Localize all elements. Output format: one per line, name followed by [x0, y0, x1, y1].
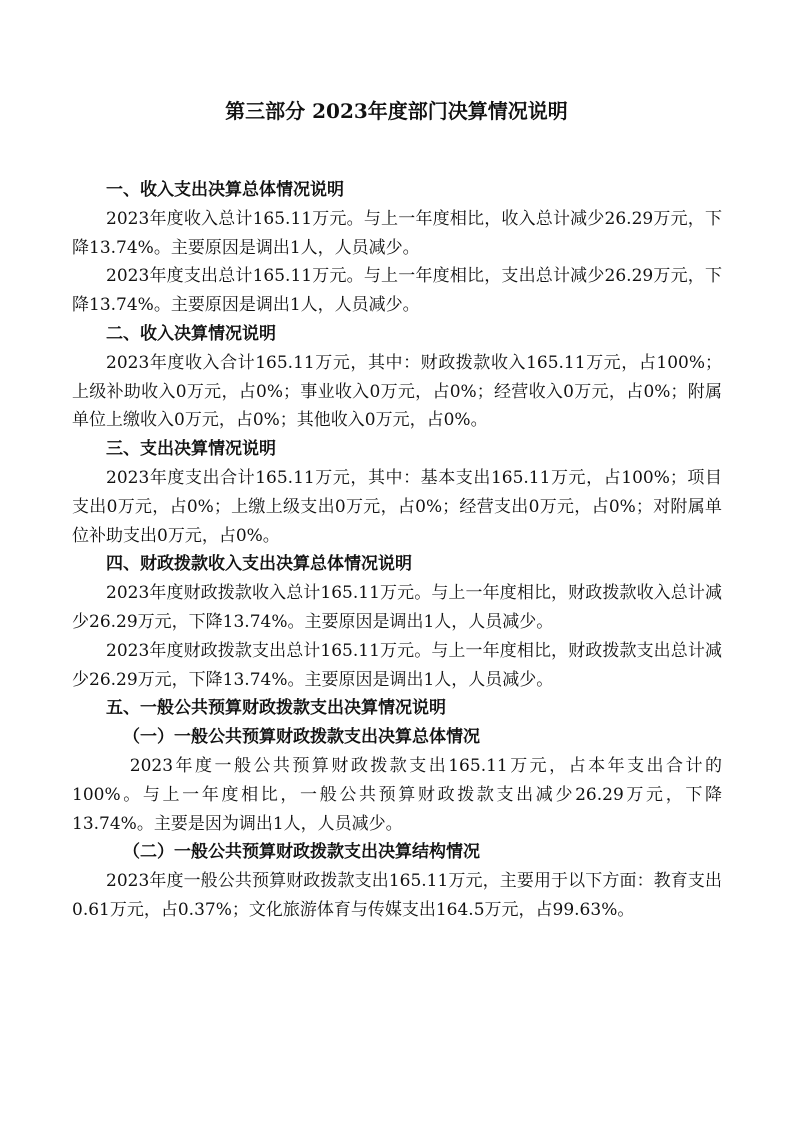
section-1-heading: 一、收入支出决算总体情况说明: [106, 180, 344, 200]
document-body: [72, 176, 722, 925]
subsection-2-heading: （二）一般公共预算财政拨款支出决算结构情况: [123, 842, 480, 863]
section-4-heading: 四、财政拨款收入支出决算总体情况说明: [106, 554, 412, 575]
subsection-2-paragraph: 2023年度一般公共预算财政拨款支出165.11万元，主要用于以下方面：教育支出0.61万元，占0.37%；文化旅游体育与传媒支出164.5万元，占99.63%。: [72, 871, 722, 920]
section-3-paragraph-1: 2023年度支出合计165.11万元，其中：基本支出165.11万元，占100%；项目支出0万元，占0%；上缴上级支出0万元，占0%；经营支出0万元，占0%；对附属单位补助支出0万元，占0%。: [72, 467, 722, 546]
subsection-1-paragraph: 2023年度一般公共预算财政拨款支出165.11万元，占本年支出合计的100%。与上一年度相比，一般公共预算财政拨款支出减少26.29万元，下降13.74%。主要是因为调出1人，人员减少。: [72, 755, 722, 834]
section-2-heading: 二、收入决算情况说明: [106, 323, 276, 344]
section-5-heading: 五、一般公共预算财政拨款支出决算情况说明: [106, 698, 446, 719]
subsection-1-heading: （一）一般公共预算财政拨款支出决算总体情况: [123, 727, 480, 748]
section-2-paragraph-1: 2023年度收入合计165.11万元，其中：财政拨款收入165.11万元，占100%；上级补助收入0万元，占0%；事业收入0万元，占0%；经营收入0万元，占0%；附属单位上缴收入0万元，占0%；其他收入0万元，占0%。: [72, 352, 722, 431]
section-3-heading: 三、支出决算情况说明: [106, 439, 276, 460]
section-1-paragraph-2: 2023年度支出总计165.11万元。与上一年度相比，支出总计减少26.29万元，下降13.74%。主要原因是调出1人，人员减少。: [72, 266, 722, 316]
page-title: 第三部分 2023年度部门决算情况说明: [225, 99, 568, 123]
section-1-paragraph-1: 2023年度收入总计165.11万元。与上一年度相比，收入总计减少26.29万元，下降13.74%。主要原因是调出1人，人员减少。: [72, 208, 722, 258]
section-4-paragraph-2: 2023年度财政拨款支出总计165.11万元。与上一年度相比，财政拨款支出总计减少26.29万元，下降13.74%。主要原因是调出1人，人员减少。: [72, 640, 722, 690]
section-4-paragraph-1: 2023年度财政拨款收入总计165.11万元。与上一年度相比，财政拨款收入总计减少26.29万元，下降13.74%。主要原因是调出1人，人员减少。: [72, 583, 722, 632]
